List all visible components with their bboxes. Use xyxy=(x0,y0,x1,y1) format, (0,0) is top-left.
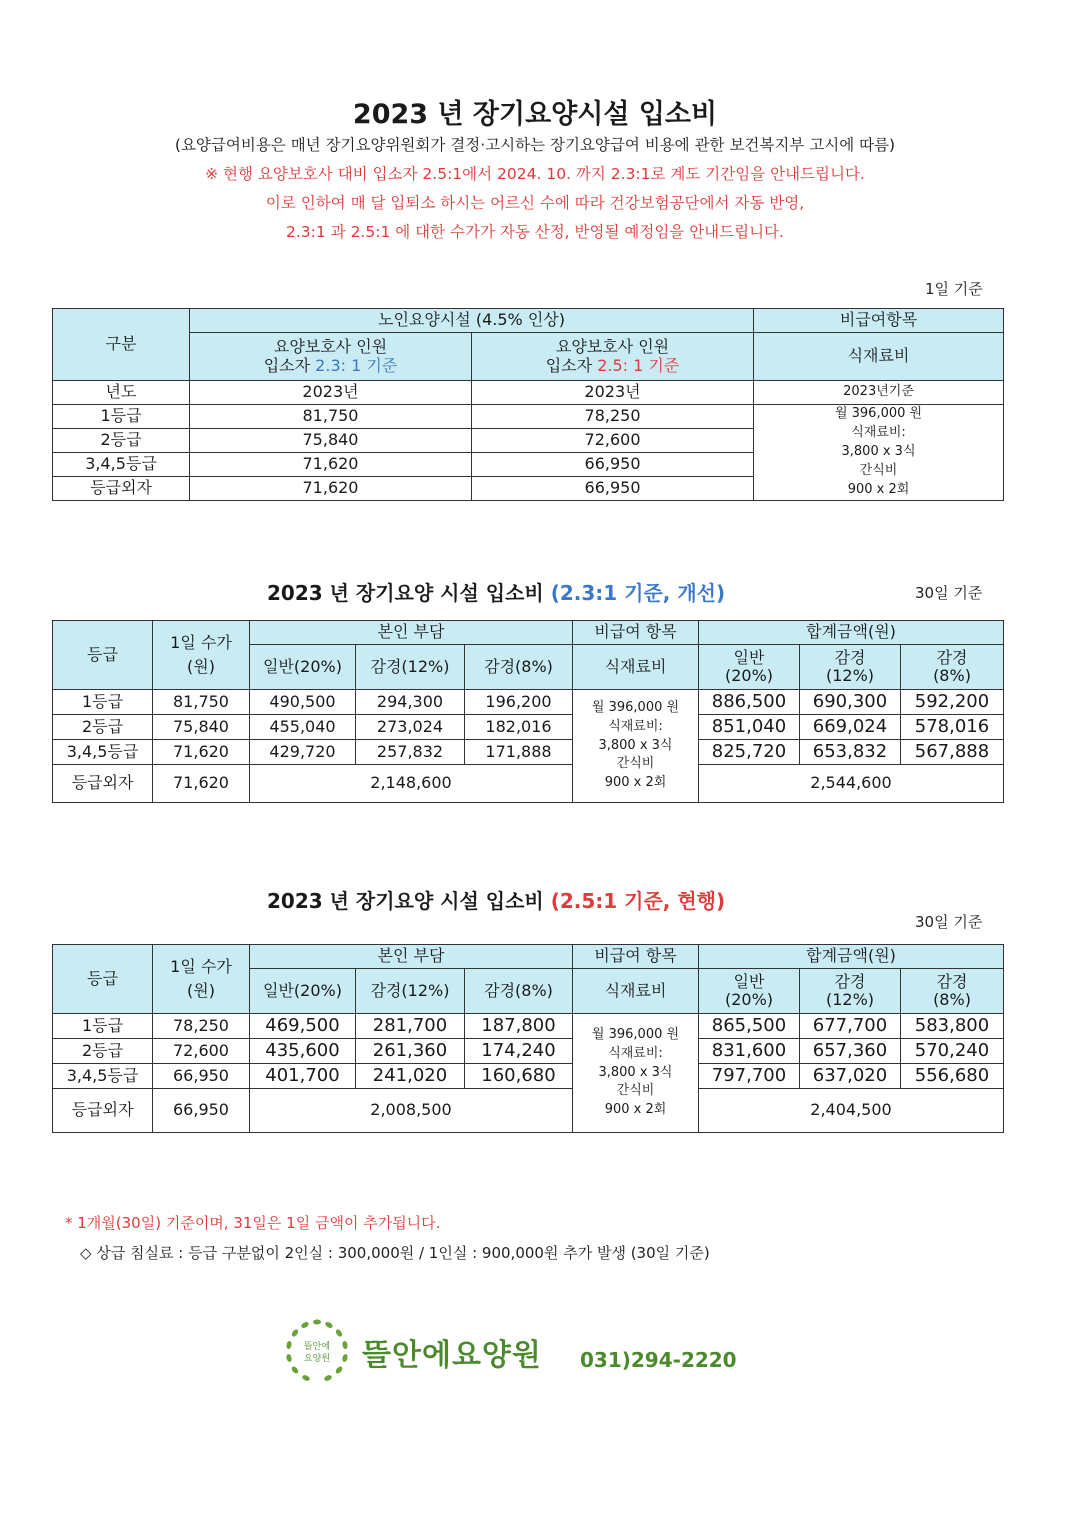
food-line: 월 396,000 원 xyxy=(591,1026,680,1042)
table1-header-ratio-25-line1: 요양보호사 인원 xyxy=(555,337,670,357)
table3-header-grade: 등급 xyxy=(53,945,153,1014)
table1-rate-25: 66,950 xyxy=(472,453,754,477)
table3-grade-cell: 3,4,5등급 xyxy=(53,1064,153,1089)
table3-r8-cell: 174,240 xyxy=(465,1039,573,1064)
table3-header-total-general-line2: (20%) xyxy=(724,990,774,1009)
table1-ratio-23-label: 2.3: 1 기준 xyxy=(315,355,398,375)
table3-header-general: 일반(20%) xyxy=(250,969,356,1014)
table3-general-cell: 469,500 xyxy=(250,1014,356,1039)
table2-header-daily-line2: (원) xyxy=(187,657,215,676)
table1-rate-23: 71,620 xyxy=(190,453,472,477)
table2-total-r8-cell: 592,200 xyxy=(901,690,1004,715)
table1-header-ratio-23 xyxy=(190,333,472,381)
food-line: 900 x 2회 xyxy=(604,775,667,791)
table2-header-general: 일반(20%) xyxy=(250,645,356,690)
table3-food-cost xyxy=(573,1014,699,1133)
table2-daily-cell: 81,750 xyxy=(153,690,250,715)
food-line: 식재료비: xyxy=(608,1045,663,1061)
table2-grade-cell: 1등급 xyxy=(53,690,153,715)
food-line: 간식비 xyxy=(859,462,898,478)
table2-total-general-cell: 886,500 xyxy=(699,690,800,715)
table3-outside-self: 2,008,500 xyxy=(250,1089,573,1133)
table2-header-total-general xyxy=(699,645,800,690)
table3-header-reduce8: 감경(8%) xyxy=(465,969,573,1014)
table1-food-cost xyxy=(754,405,1004,501)
table2-grade-cell: 3,4,5등급 xyxy=(53,740,153,765)
table2-daily-cell: 75,840 xyxy=(153,715,250,740)
table2-header-grade: 등급 xyxy=(53,621,153,690)
table1-rate-23: 81,750 xyxy=(190,405,472,429)
table3-total-r12-cell: 657,360 xyxy=(800,1039,901,1064)
table3-header-total-general-line1: 일반 xyxy=(733,971,765,991)
table1-daily-rates xyxy=(52,308,1004,501)
table3-total-r12-cell: 637,020 xyxy=(800,1064,901,1089)
table2-header-total-r12-line1: 감경 xyxy=(834,647,866,667)
wreath-icon xyxy=(282,1316,352,1386)
table1-year-b: 2023년 xyxy=(472,381,754,405)
table3-header-total-r12-line2: (12%) xyxy=(825,990,875,1009)
table3-r12-cell: 281,700 xyxy=(356,1014,465,1039)
table2-header-daily xyxy=(153,621,250,690)
food-line: 900 x 2회 xyxy=(604,1102,667,1118)
page-subtitle: (요양급여비용은 매년 장기요양위원회가 결정·고시하는 장기요양급여 비용에 관한 보건복지부 고시에 따름) xyxy=(174,136,896,154)
table3-header-total-r8-line1: 감경 xyxy=(936,971,968,991)
table1-header-ratio-25-line2 xyxy=(472,357,753,375)
table1-rate-25: 78,250 xyxy=(472,405,754,429)
notice-line-1: ※ 현행 요양보호사 대비 입소자 2.5:1에서 2024. 10. 까지 2.3:1로 계도 기간임을 안내드립니다. xyxy=(205,165,865,183)
page-title: 2023 년 장기요양시설 입소비 xyxy=(352,99,718,130)
table2-total-general-cell: 825,720 xyxy=(699,740,800,765)
table3-title xyxy=(267,885,725,914)
table3-r12-cell: 261,360 xyxy=(356,1039,465,1064)
logo-inner-line1: 뜰안에 xyxy=(303,1342,331,1352)
table2-header-total: 합계금액(원) xyxy=(699,621,1004,645)
notice-line-2: 이로 인하여 매 달 입퇴소 하시는 어르신 수에 따라 건강보험공단에서 자동 반영, xyxy=(265,194,805,212)
food-line: 3,800 x 3식 xyxy=(598,1064,673,1080)
notice-line-3: 2.3:1 과 2.5:1 에 대한 수가가 자동 산정, 반영될 예정임을 안내드립니다. xyxy=(286,223,784,241)
table3-r12-cell: 241,020 xyxy=(356,1064,465,1089)
table3-grade-cell: 1등급 xyxy=(53,1014,153,1039)
table3-outside-daily: 66,950 xyxy=(153,1089,250,1133)
table1-grade-cell: 3,4,5등급 xyxy=(53,453,190,477)
table1-grade-cell: 1등급 xyxy=(53,405,190,429)
table1-header-ratio-25-prefix: 입소자 xyxy=(545,355,598,375)
org-logo-wreath xyxy=(282,1316,352,1386)
table2-header-reduce12: 감경(12%) xyxy=(356,645,465,690)
table1-header-ratio-25 xyxy=(472,333,754,381)
table2-total-general-cell: 851,040 xyxy=(699,715,800,740)
table1-rate-23: 75,840 xyxy=(190,429,472,453)
table3-monthly-25 xyxy=(52,944,1004,1133)
org-phone: 031)294-2220 xyxy=(580,1348,737,1372)
table2-header-daily-line1: 1일 수가 xyxy=(170,632,232,652)
footer-note-room: ◇ 상급 침실료 : 등급 구분없이 2인실 : 300,000원 / 1인실 : 900,000원 추가 발생 (30일 기준) xyxy=(80,1244,710,1262)
food-line: 간식비 xyxy=(616,1083,655,1099)
table3-total-r8-cell: 556,680 xyxy=(901,1064,1004,1089)
table1-header-ratio-23-line2 xyxy=(190,357,471,375)
table1-header-gubun: 구분 xyxy=(53,309,190,381)
table3-header-reduce12: 감경(12%) xyxy=(356,969,465,1014)
table2-header-reduce8: 감경(8%) xyxy=(465,645,573,690)
table3-header-total-general xyxy=(699,969,800,1014)
table3-header-noncovered: 비급여 항목 xyxy=(573,945,699,969)
table2-grade-cell: 2등급 xyxy=(53,715,153,740)
table2-header-self: 본인 부담 xyxy=(250,621,573,645)
table1-rate-25: 72,600 xyxy=(472,429,754,453)
table3-daily-cell: 66,950 xyxy=(153,1064,250,1089)
table3-total-general-cell: 797,700 xyxy=(699,1064,800,1089)
table2-r8-cell: 196,200 xyxy=(465,690,573,715)
table2-outside-total: 2,544,600 xyxy=(699,765,1004,803)
table1-year-c: 2023년기준 xyxy=(754,381,1004,405)
table2-header-total-general-line2: (20%) xyxy=(724,666,774,685)
table3-header-total-r12-line1: 감경 xyxy=(834,971,866,991)
table3-header-daily-line2: (원) xyxy=(187,981,215,1000)
org-name: 뜰안에요양원 xyxy=(362,1338,542,1373)
table2-general-cell: 429,720 xyxy=(250,740,356,765)
table3-r8-cell: 160,680 xyxy=(465,1064,573,1089)
table2-r8-cell: 171,888 xyxy=(465,740,573,765)
table2-header-total-general-line1: 일반 xyxy=(733,647,765,667)
table2-outside-grade: 등급외자 xyxy=(53,765,153,803)
table2-general-cell: 490,500 xyxy=(250,690,356,715)
table1-year-label: 년도 xyxy=(53,381,190,405)
table3-header-total-r12 xyxy=(800,969,901,1014)
logo-inner-line2: 요양원 xyxy=(303,1354,331,1364)
table3-header-food: 식재료비 xyxy=(573,969,699,1014)
table3-daily-cell: 72,600 xyxy=(153,1039,250,1064)
table2-header-food: 식재료비 xyxy=(573,645,699,690)
footer-note-month: * 1개월(30일) 기준이며, 31일은 1일 금액이 추가됩니다. xyxy=(65,1214,441,1232)
table3-total-r8-cell: 570,240 xyxy=(901,1039,1004,1064)
table2-monthly-23 xyxy=(52,620,1004,803)
table2-general-cell: 455,040 xyxy=(250,715,356,740)
table2-total-r12-cell: 653,832 xyxy=(800,740,901,765)
table2-title-ratio: (2.3:1 기준, 개선) xyxy=(550,581,726,605)
food-line: 월 396,000 원 xyxy=(834,406,923,422)
table3-unit-note: 30일 기준 xyxy=(915,913,983,931)
table3-header-total-r8 xyxy=(901,969,1004,1014)
food-line: 식재료비: xyxy=(851,425,906,441)
table3-outside-total: 2,404,500 xyxy=(699,1089,1004,1133)
table3-total-general-cell: 831,600 xyxy=(699,1039,800,1064)
table1-grade-cell: 등급외자 xyxy=(53,477,190,501)
table2-header-total-r12-line2: (12%) xyxy=(825,666,875,685)
table2-outside-self: 2,148,600 xyxy=(250,765,573,803)
table3-title-ratio: (2.5:1 기준, 현행) xyxy=(550,889,726,913)
table1-rate-23: 71,620 xyxy=(190,477,472,501)
table2-header-total-r8-line1: 감경 xyxy=(936,647,968,667)
table3-header-total-r8-line2: (8%) xyxy=(933,990,971,1009)
table2-r8-cell: 182,016 xyxy=(465,715,573,740)
table2-header-total-r8-line2: (8%) xyxy=(933,666,971,685)
table2-r12-cell: 294,300 xyxy=(356,690,465,715)
table2-title xyxy=(267,577,725,606)
food-line: 3,800 x 3식 xyxy=(841,444,916,460)
food-line: 900 x 2회 xyxy=(847,481,910,497)
table1-rate-25: 66,950 xyxy=(472,477,754,501)
table3-header-daily xyxy=(153,945,250,1014)
table1-header-ratio-23-line1: 요양보호사 인원 xyxy=(273,337,388,357)
table3-header-self: 본인 부담 xyxy=(250,945,573,969)
table3-total-r12-cell: 677,700 xyxy=(800,1014,901,1039)
table3-daily-cell: 78,250 xyxy=(153,1014,250,1039)
food-line: 월 396,000 원 xyxy=(591,699,680,715)
table1-unit-note: 1일 기준 xyxy=(925,280,983,298)
table3-total-general-cell: 865,500 xyxy=(699,1014,800,1039)
table1-ratio-25-label: 2.5: 1 기준 xyxy=(597,355,680,375)
table2-total-r12-cell: 690,300 xyxy=(800,690,901,715)
table3-r8-cell: 187,800 xyxy=(465,1014,573,1039)
table3-outside-grade: 등급외자 xyxy=(53,1089,153,1133)
table3-header-daily-line1: 1일 수가 xyxy=(170,956,232,976)
table3-title-text: 2023 년 장기요양 시설 입소비 xyxy=(267,889,551,913)
table1-year-a: 2023년 xyxy=(190,381,472,405)
table2-r12-cell: 273,024 xyxy=(356,715,465,740)
food-line: 식재료비: xyxy=(608,718,663,734)
table1-header-ratio-23-prefix: 입소자 xyxy=(263,355,316,375)
table3-total-r8-cell: 583,800 xyxy=(901,1014,1004,1039)
table2-r12-cell: 257,832 xyxy=(356,740,465,765)
food-line: 간식비 xyxy=(616,756,655,772)
table2-total-r8-cell: 578,016 xyxy=(901,715,1004,740)
table2-total-r8-cell: 567,888 xyxy=(901,740,1004,765)
table2-unit-note: 30일 기준 xyxy=(915,584,983,602)
table2-daily-cell: 71,620 xyxy=(153,740,250,765)
table2-total-r12-cell: 669,024 xyxy=(800,715,901,740)
table2-header-total-r8 xyxy=(901,645,1004,690)
table1-header-noncovered: 비급여항목 xyxy=(754,309,1004,333)
table2-food-cost xyxy=(573,690,699,803)
table3-header-total: 합계금액(원) xyxy=(699,945,1004,969)
table2-title-text: 2023 년 장기요양 시설 입소비 xyxy=(267,581,551,605)
table1-header-facility: 노인요양시설 (4.5% 인상) xyxy=(190,309,754,333)
table3-grade-cell: 2등급 xyxy=(53,1039,153,1064)
food-line: 3,800 x 3식 xyxy=(598,737,673,753)
table3-general-cell: 435,600 xyxy=(250,1039,356,1064)
table1-grade-cell: 2등급 xyxy=(53,429,190,453)
table2-outside-daily: 71,620 xyxy=(153,765,250,803)
table2-header-noncovered: 비급여 항목 xyxy=(573,621,699,645)
table3-general-cell: 401,700 xyxy=(250,1064,356,1089)
table1-header-food: 식재료비 xyxy=(754,333,1004,381)
table2-header-total-r12 xyxy=(800,645,901,690)
